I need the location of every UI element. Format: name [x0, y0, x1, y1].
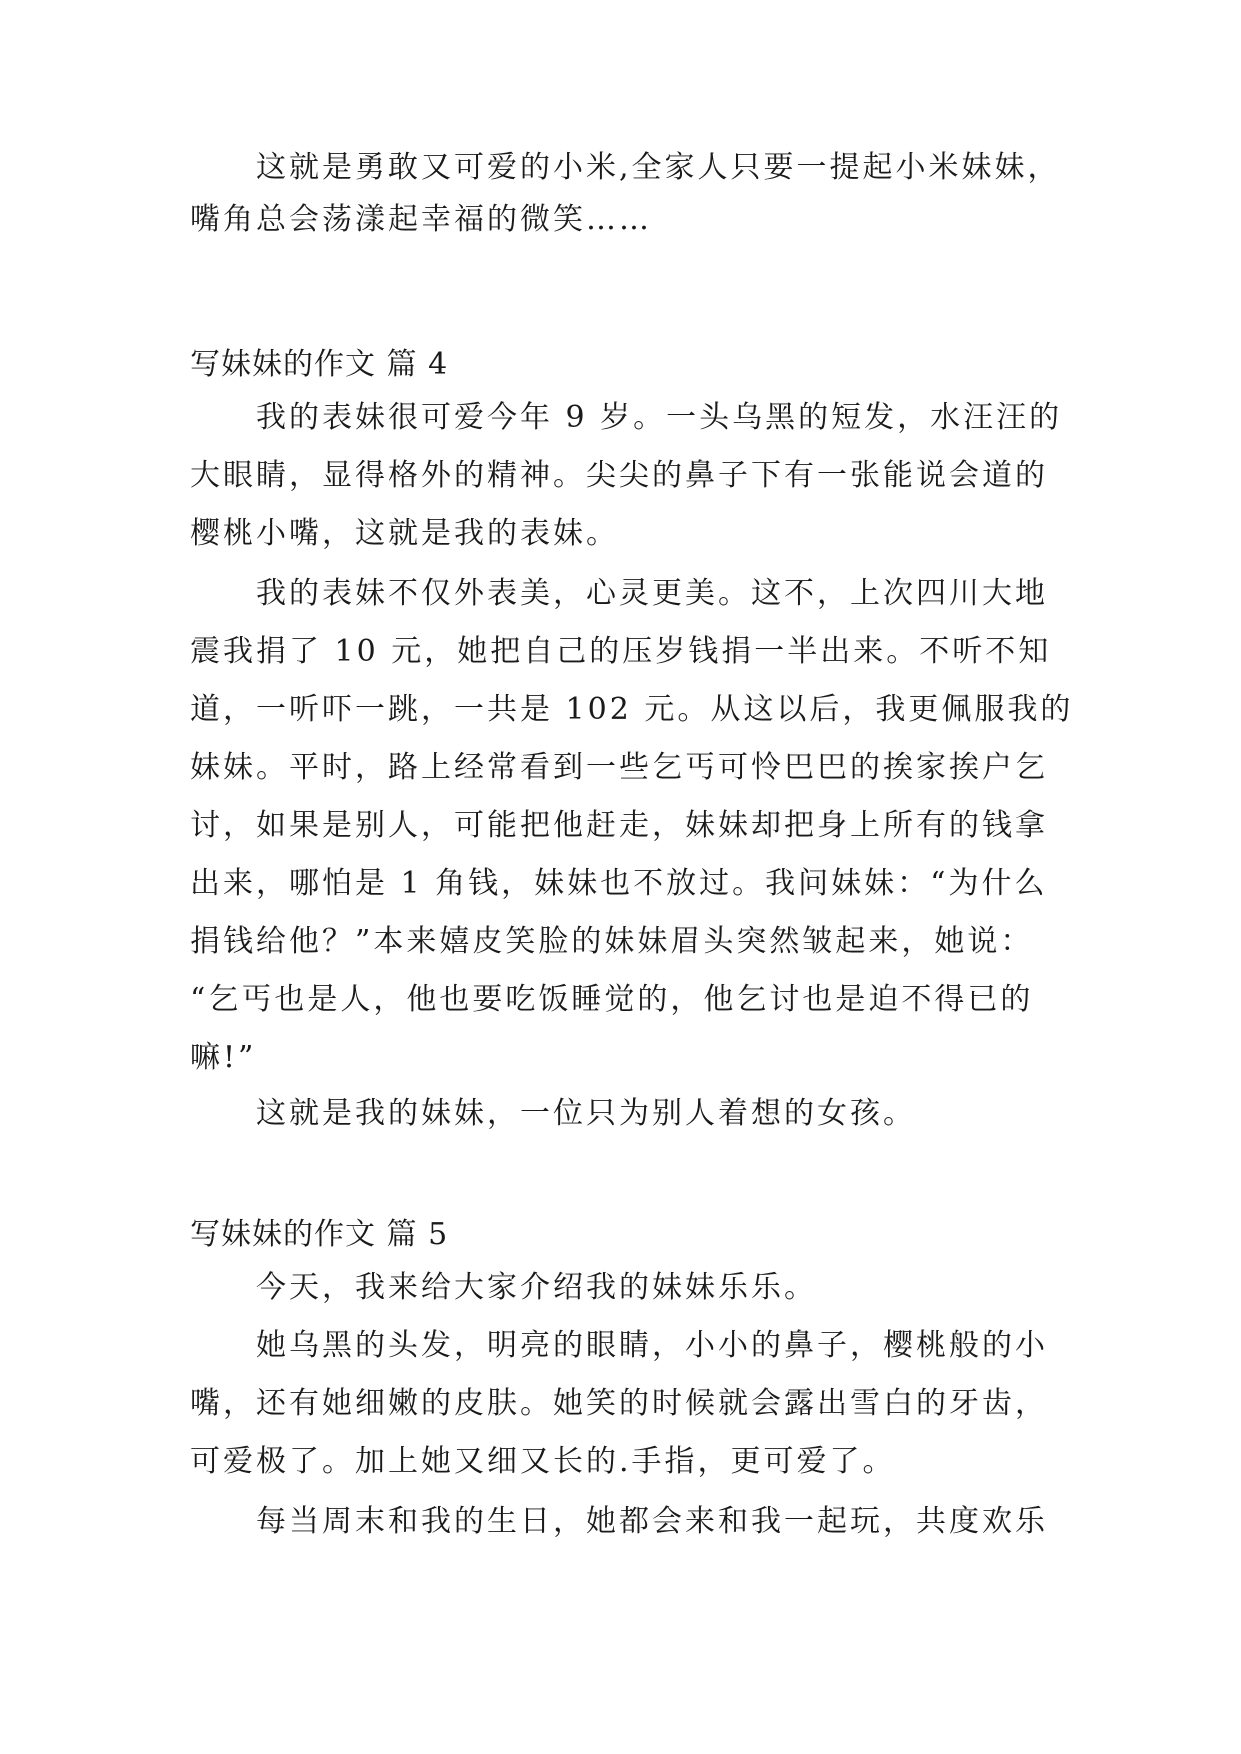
paragraph-line: 樱桃小嘴，这就是我的表妹。 — [190, 516, 619, 551]
paragraph-line: 可爱极了。加上她又细又长的.手指，更可爱了。 — [190, 1444, 896, 1479]
paragraph-line: 这就是勇敢又可爱的小米,全家人只要一提起小米妹妹， — [256, 150, 1061, 185]
section-heading: 写妹妹的作文 篇 5 — [190, 1217, 449, 1252]
paragraph-line: 道，一听吓一跳，一共是 102 元。从这以后，我更佩服我的 — [190, 692, 1074, 727]
paragraph-line: 每当周末和我的生日，她都会来和我一起玩，共度欢乐 — [256, 1504, 1048, 1539]
paragraph-line: 震我捐了 10 元，她把自己的压岁钱捐一半出来。不听不知 — [190, 634, 1052, 669]
paragraph-line: 这就是我的妹妹，一位只为别人着想的女孩。 — [256, 1096, 916, 1131]
paragraph-line: “乞丐也是人，他也要吃饭睡觉的，他乞讨也是迫不得已的 — [190, 982, 1034, 1017]
paragraph-line: 嘴角总会荡漾起幸福的微笑…… — [190, 202, 652, 237]
paragraph-line: 嘛!” — [190, 1040, 257, 1075]
paragraph-line: 嘴，还有她细嫩的皮肤。她笑的时候就会露出雪白的牙齿， — [190, 1386, 1048, 1421]
paragraph-line: 妹妹。平时，路上经常看到一些乞丐可怜巴巴的挨家挨户乞 — [190, 750, 1048, 785]
paragraph-line: 我的表妹很可爱今年 9 岁。一头乌黑的短发，水汪汪的 — [256, 400, 1063, 435]
paragraph-line: 讨，如果是别人，可能把他赶走，妹妹却把身上所有的钱拿 — [190, 808, 1048, 843]
paragraph-line: 捐钱给他？”本来嬉皮笑脸的妹妹眉头突然皱起来，她说： — [190, 924, 1034, 959]
paragraph-line: 我的表妹不仅外表美，心灵更美。这不，上次四川大地 — [256, 576, 1048, 611]
section-heading: 写妹妹的作文 篇 4 — [190, 347, 449, 382]
paragraph-line: 大眼睛，显得格外的精神。尖尖的鼻子下有一张能说会道的 — [190, 458, 1048, 493]
paragraph-line: 出来，哪怕是 1 角钱，妹妹也不放过。我问妹妹：“为什么 — [190, 866, 1048, 901]
paragraph-line: 今天，我来给大家介绍我的妹妹乐乐。 — [256, 1270, 817, 1305]
paragraph-line: 她乌黑的头发，明亮的眼睛，小小的鼻子，樱桃般的小 — [256, 1328, 1048, 1363]
